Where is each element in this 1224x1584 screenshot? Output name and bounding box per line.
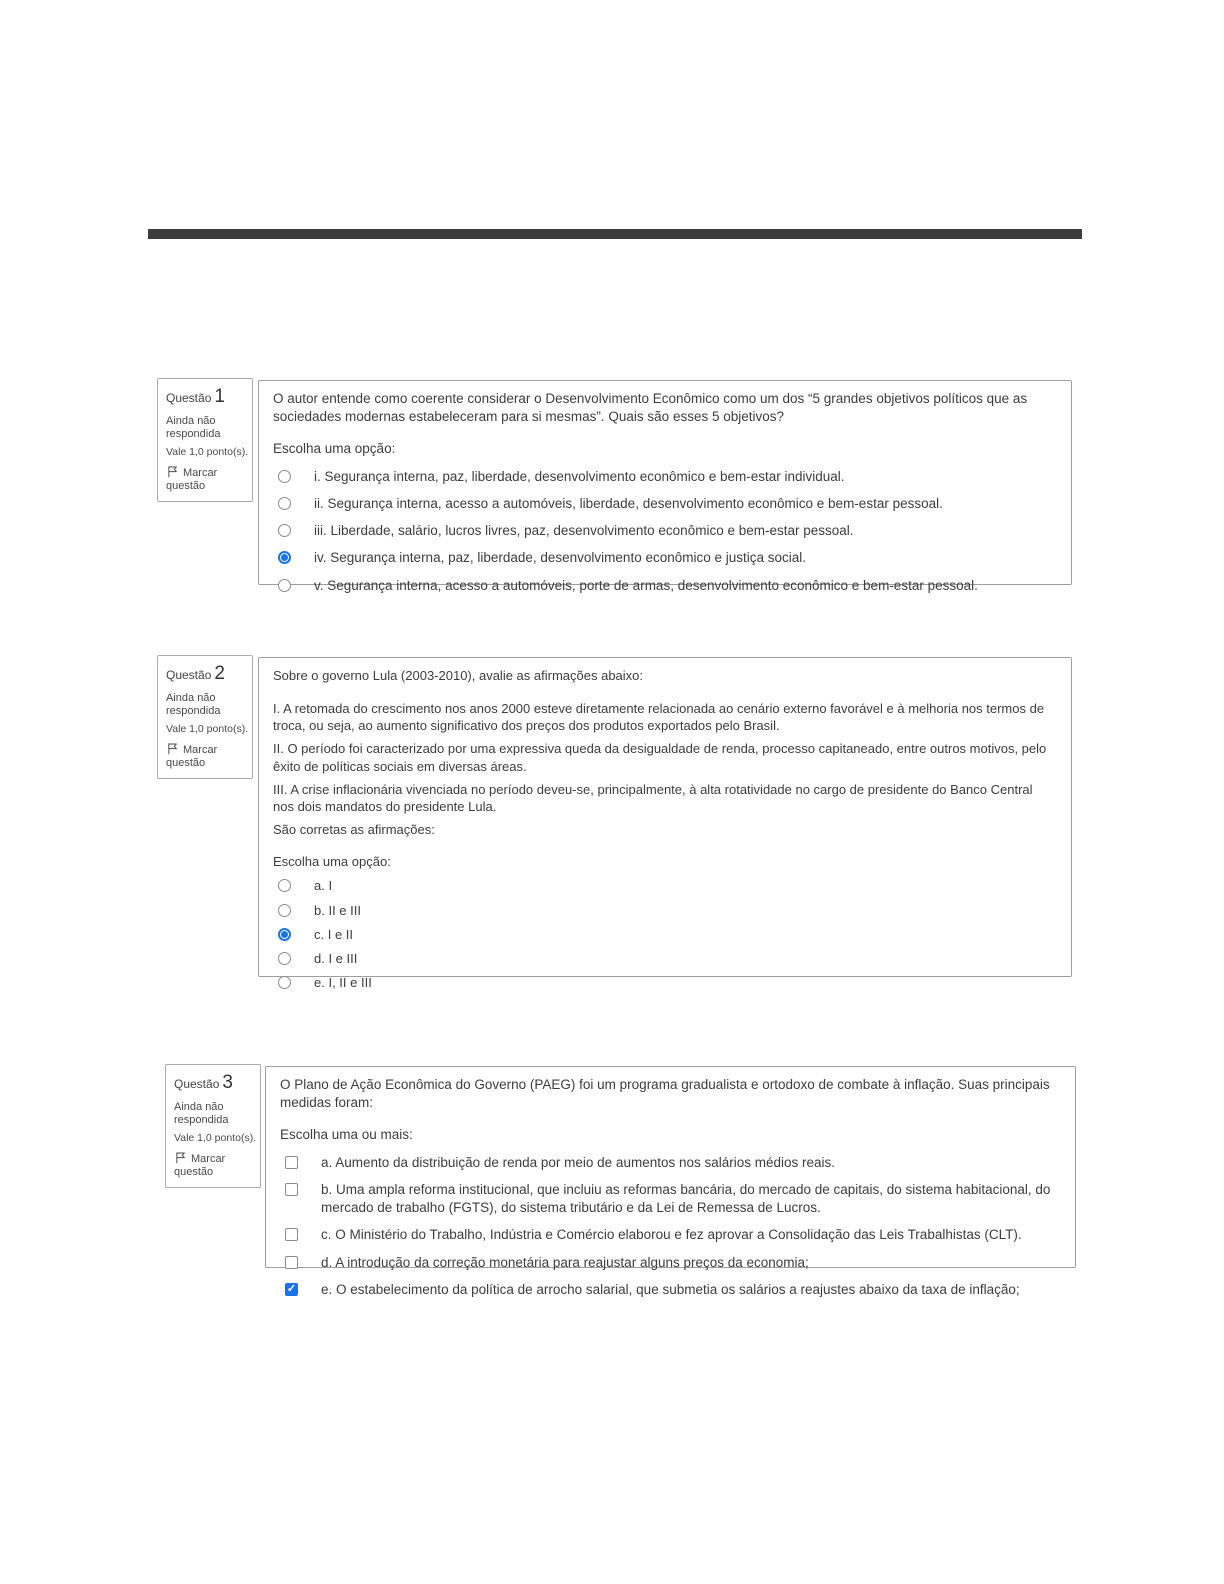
question-status: Ainda não respondida: [166, 414, 221, 440]
answer-option[interactable]: [273, 495, 1057, 513]
question-number-value: 2: [214, 663, 225, 684]
question-info-box: [157, 378, 253, 502]
question-body: [258, 657, 1072, 991]
answer-option[interactable]: [273, 950, 1057, 967]
answer-option[interactable]: [273, 468, 1057, 486]
question-prompt: O Plano de Ação Econômica do Governo (PAEG) foi um programa gradualista e ortodoxo de combate à inflação. Suas principais medidas foram:: [280, 1077, 1050, 1111]
checkbox-unchecked-icon[interactable]: [285, 1256, 298, 1269]
flag-icon: [166, 465, 179, 478]
separator-bar: [148, 229, 1082, 239]
answer-option[interactable]: [280, 1281, 1061, 1299]
choose-option-label: Escolha uma opção:: [273, 854, 391, 870]
question-status: Ainda não respondida: [166, 691, 221, 717]
flag-question-link[interactable]: [166, 742, 244, 770]
question-info-box: [165, 1064, 261, 1188]
question-body: [265, 1066, 1076, 1297]
answer-option-label: a. I: [314, 878, 333, 894]
answer-option-label: ii. Segurança interna, acesso a automóveis, liberdade, desenvolvimento econômico e bem-estar pessoal.: [314, 495, 943, 511]
flag-question-label: Marcar questão: [174, 1152, 226, 1178]
flag-question-label: Marcar questão: [166, 743, 218, 769]
answer-option[interactable]: [273, 926, 1057, 943]
radio-unchecked-icon[interactable]: [278, 952, 291, 965]
radio-unchecked-icon[interactable]: [278, 497, 291, 510]
answer-option[interactable]: [280, 1254, 1061, 1272]
answer-option-label: d. I e III: [314, 950, 358, 966]
answer-options: [273, 877, 1057, 991]
answer-option-label: b. Uma ampla reforma institucional, que incluiu as reformas bancária, do mercado de capitais, do sistema habitacional, do mercado de trabalho (FGTS), do sistema tributário e da Lei de Remessa de Lucros.: [321, 1181, 1051, 1216]
flag-question-label: Marcar questão: [166, 466, 218, 492]
answer-option-label: i. Segurança interna, paz, liberdade, desenvolvimento econômico e bem-estar individual.: [314, 468, 845, 484]
question-number: [174, 1072, 252, 1095]
question-closing: São corretas as afirmações:: [273, 822, 435, 838]
flag-icon: [174, 1151, 187, 1164]
question-status: Ainda não respondida: [174, 1100, 229, 1126]
radio-unchecked-icon[interactable]: [278, 976, 291, 989]
answer-option-label: a. Aumento da distribuição de renda por meio de aumentos nos salários médios reais.: [321, 1154, 836, 1170]
question-points: Vale 1,0 ponto(s).: [174, 1132, 257, 1145]
choose-option-label: Escolha uma opção:: [273, 441, 396, 457]
question-prompt: Sobre o governo Lula (2003-2010), avalie as afirmações abaixo:: [273, 668, 644, 683]
answer-option-label: b. II e III: [314, 902, 361, 918]
radio-unchecked-icon[interactable]: [278, 904, 291, 917]
question-number-value: 1: [214, 386, 225, 407]
radio-unchecked-icon[interactable]: [278, 470, 291, 483]
radio-unchecked-icon[interactable]: [278, 579, 291, 592]
statement: I. A retomada do crescimento nos anos 2000 esteve diretamente relacionada ao cenário externo favorável e à melhoria nos termos de troca, ou seja, ao aumento significativo dos preços dos produtos exportados pelo Brasil.: [273, 701, 1045, 734]
checkbox-unchecked-icon[interactable]: [285, 1156, 298, 1169]
answer-option-label: v. Segurança interna, acesso a automóveis, porte de armas, desenvolvimento econômico e bem-estar pessoal.: [314, 577, 978, 593]
answer-option[interactable]: [273, 577, 1057, 595]
answer-option[interactable]: [273, 974, 1057, 991]
answer-option[interactable]: [273, 877, 1057, 894]
answer-option[interactable]: [273, 549, 1057, 567]
answer-option-label: e. O estabelecimento da política de arrocho salarial, que submetia os salários a reajustes abaixo da taxa de inflação;: [321, 1281, 1020, 1297]
answer-option[interactable]: [280, 1154, 1061, 1172]
flag-question-link[interactable]: [174, 1151, 252, 1179]
question-number: [166, 386, 244, 409]
statement: III. A crise inflacionária vivenciada no período deveu-se, principalmente, à alta rotatividade no cargo de presidente do Banco Central nos dois mandatos do presidente Lula.: [273, 781, 1033, 814]
answer-option[interactable]: [273, 522, 1057, 540]
answer-option[interactable]: [280, 1226, 1061, 1244]
answer-option-label: c. I e II: [314, 926, 354, 942]
answer-option-label: d. A introdução da correção monetária para reajustar alguns preços da economia;: [321, 1254, 809, 1270]
answer-option-label: iii. Liberdade, salário, lucros livres, paz, desenvolvimento econômico e bem-estar pessoal.: [314, 523, 854, 539]
answer-option[interactable]: [273, 902, 1057, 919]
answer-options: [280, 1154, 1061, 1299]
checkbox-unchecked-icon[interactable]: [285, 1228, 298, 1241]
question-number-label: Questão: [174, 1077, 220, 1091]
answer-option-label: c. O Ministério do Trabalho, Indústria e Comércio elaborou e fez aprovar a Consolidação das Leis Trabalhistas (CLT).: [321, 1227, 1022, 1243]
radio-unchecked-icon[interactable]: [278, 879, 291, 892]
question-number-label: Questão: [166, 391, 212, 405]
choose-option-label: Escolha uma ou mais:: [280, 1127, 413, 1143]
question-prompt: O autor entende como coerente considerar o Desenvolvimento Econômico como um dos “5 grandes objetivos políticos que as sociedades modernas estabeleceram para si mesmas”. Quais são esses 5 objetivos?: [273, 391, 1028, 425]
question-number-label: Questão: [166, 668, 212, 682]
question-points: Vale 1,0 ponto(s).: [166, 446, 249, 459]
question-info-box: [157, 655, 253, 779]
radio-unchecked-icon[interactable]: [278, 524, 291, 537]
flag-icon: [166, 742, 179, 755]
question-number-value: 3: [222, 1072, 233, 1093]
checkbox-checked-icon[interactable]: [285, 1283, 298, 1296]
radio-checked-icon[interactable]: [278, 551, 291, 564]
question-statements: [273, 700, 1057, 815]
flag-question-link[interactable]: [166, 465, 244, 493]
answer-option-label: e. I, II e III: [314, 975, 372, 991]
statement: II. O período foi caracterizado por uma expressiva queda da desigualdade de renda, processo capitaneado, entre outros motivos, pelo êxito de políticas sociais em diversas áreas.: [273, 741, 1047, 774]
answer-option-label: iv. Segurança interna, paz, liberdade, desenvolvimento econômico e justiça social.: [314, 550, 807, 566]
answer-options: [273, 468, 1057, 595]
question-body: [258, 380, 1072, 593]
answer-option[interactable]: [280, 1181, 1061, 1217]
question-points: Vale 1,0 ponto(s).: [166, 723, 249, 736]
checkbox-unchecked-icon[interactable]: [285, 1183, 298, 1196]
question-number: [166, 663, 244, 686]
radio-checked-icon[interactable]: [278, 928, 291, 941]
